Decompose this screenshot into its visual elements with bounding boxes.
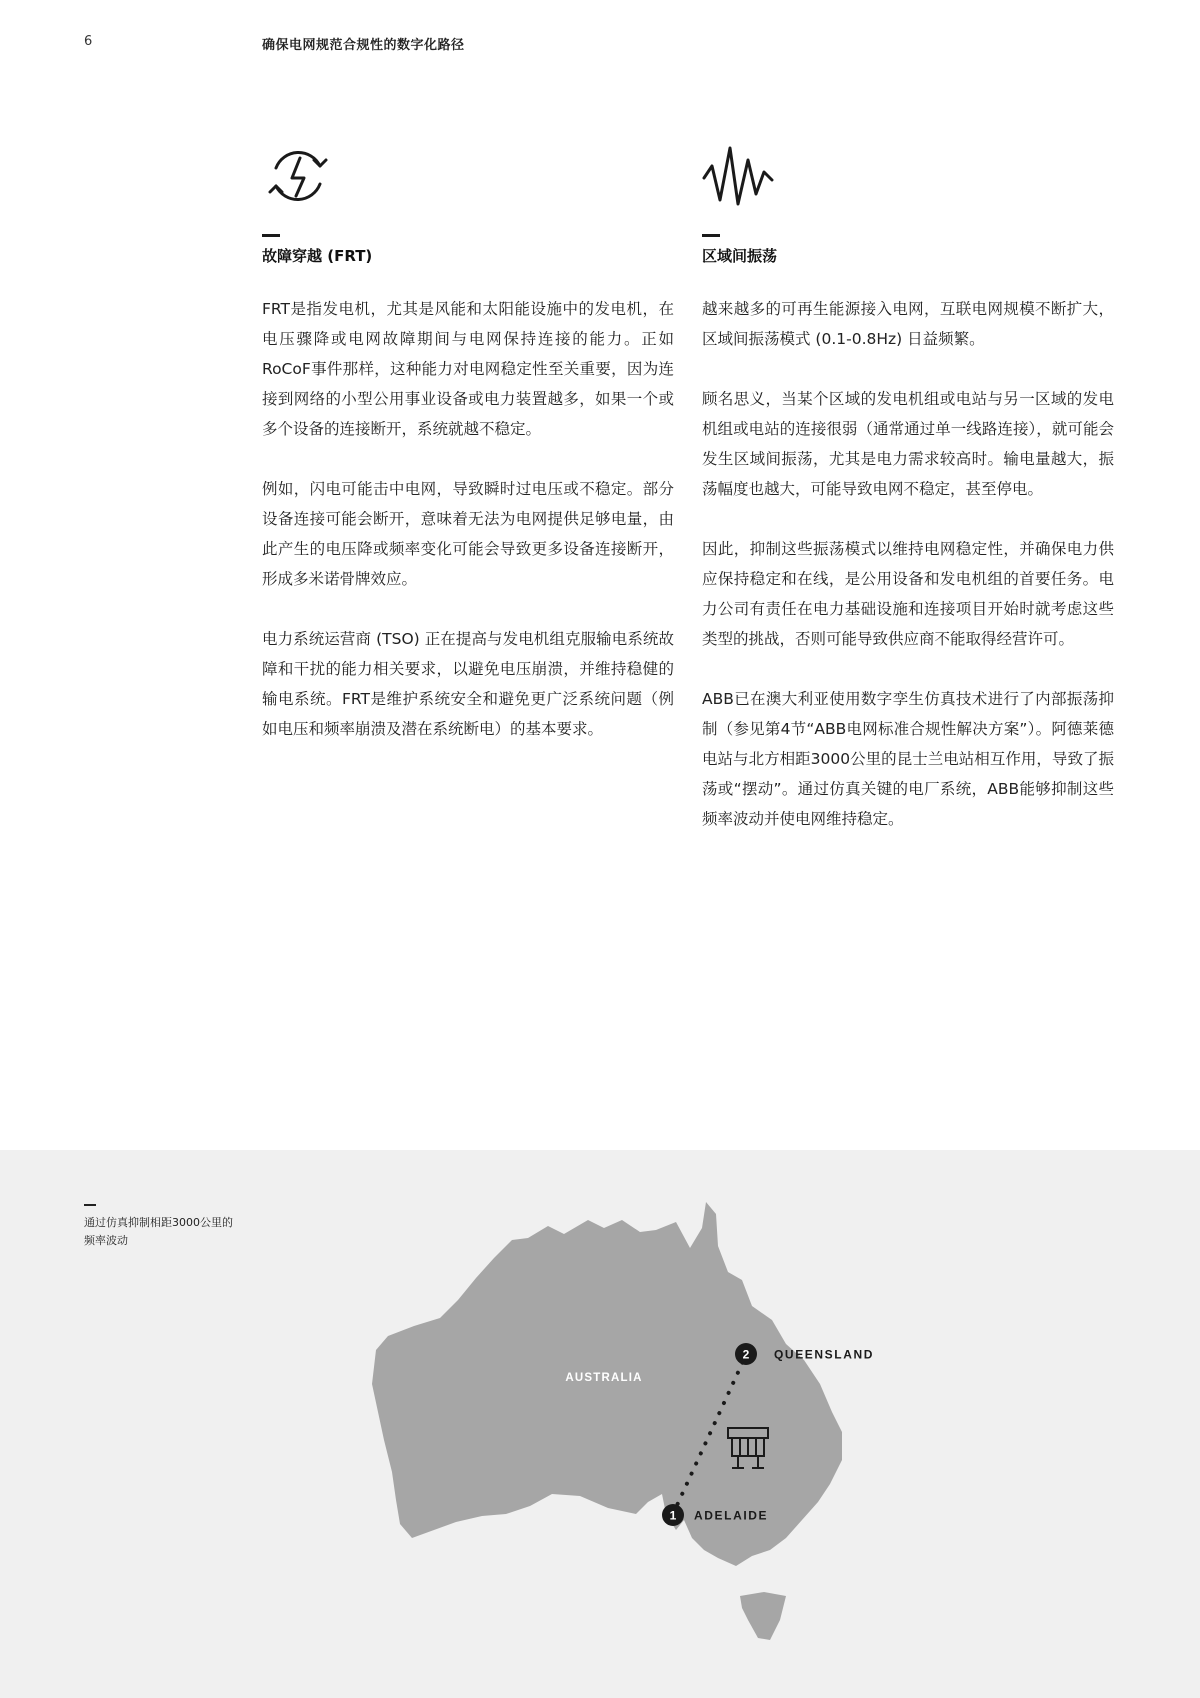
paragraph: FRT是指发电机，尤其是风能和太阳能设施中的发电机，在电压骤降或电网故障期间与电网保持连接的能力。正如RoCoF事件那样，这种能力对电网稳定性至关重要，因为连接到网络的小型公用事业设备或电力装置越多，如果一个或多个设备的连接断开，系统就越不稳定。	[262, 300, 674, 438]
country-label: AUSTRALIA	[565, 1372, 643, 1384]
oscillation-wave-icon	[702, 140, 774, 212]
heading-dash	[262, 234, 280, 237]
australia-map	[0, 1150, 1200, 1698]
map-caption: 通过仿真抑制相距3000公里的频率波动	[84, 1216, 233, 1247]
running-title: 确保电网规范合规性的数字化路径	[262, 38, 465, 53]
section-heading: 区域间振荡	[702, 247, 778, 265]
paragraph: 顾名思义，当某个区域的发电机组或电站与另一区域的发电机组或电站的连接很弱（通常通过单一线路连接），就可能会发生区域间振荡，尤其是电力需求较高时。输电量越大，振荡幅度也越大，可能导致电网不稳定，甚至停电。	[702, 390, 1114, 498]
marker-label: ADELAIDE	[694, 1508, 769, 1523]
heading-dash	[702, 234, 720, 237]
paragraph: 越来越多的可再生能源接入电网，互联电网规模不断扩大，区域间振荡模式 (0.1-0.8Hz) 日益频繁。	[702, 300, 1114, 348]
page-number: 6	[84, 34, 93, 49]
lightning-cycle-icon	[262, 140, 334, 212]
inter-area-oscillation-section	[702, 140, 1114, 864]
paragraph: 电力系统运营商 (TSO) 正在提高与发电机组克服输电系统故障和干扰的能力相关要求，以避免电压崩溃，并维持稳健的输电系统。FRT是维护系统安全和避免更广泛系统问题（例如电压和频率崩溃及潜在系统断电）的基本要求。	[262, 630, 674, 738]
section-heading: 故障穿越 (FRT)	[262, 247, 373, 265]
paragraph: 例如，闪电可能击中电网，导致瞬时过电压或不稳定。部分设备连接可能会断开，意味着无法为电网提供足够电量，由此产生的电压降或频率变化可能会导致更多设备连接断开，形成多米诺骨牌效应。	[262, 480, 674, 588]
marker-number: 1	[669, 1508, 677, 1523]
paragraph: 因此，抑制这些振荡模式以维持电网稳定性，并确保电力供应保持稳定和在线，是公用设备和发电机组的首要任务。电力公司有责任在电力基础设施和连接项目开始时就考虑这些类型的挑战，否则可能导致供应商不能取得经营许可。	[702, 540, 1114, 648]
frt-section	[262, 140, 674, 774]
marker-number: 2	[742, 1347, 750, 1362]
australia-mainland	[372, 1202, 842, 1566]
paragraph: ABB已在澳大利亚使用数字孪生仿真技术进行了内部振荡抑制（参见第4节“ABB电网标准合规性解决方案”）。阿德莱德电站与北方相距3000公里的昆士兰电站相互作用，导致了振荡或“摆动”。通过仿真关键的电厂系统，ABB能够抑制这些频率波动并使电网维持稳定。	[702, 690, 1114, 828]
map-section	[0, 1150, 1200, 1698]
marker-label: QUEENSLAND	[774, 1347, 875, 1362]
tasmania	[740, 1592, 786, 1640]
